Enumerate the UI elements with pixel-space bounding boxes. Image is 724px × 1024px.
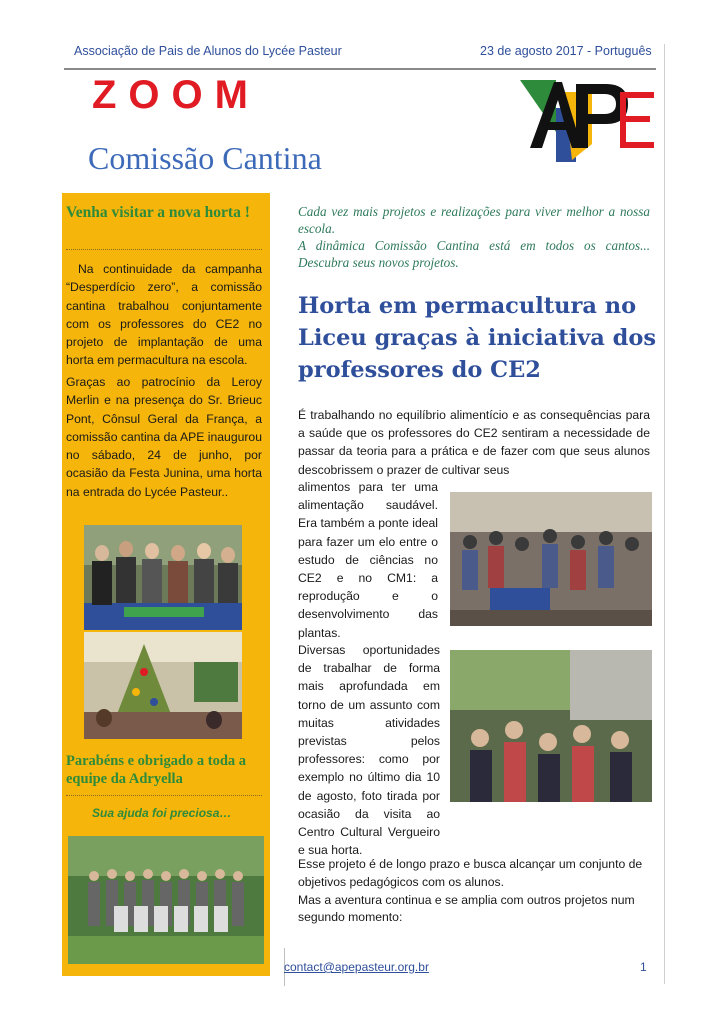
adryella-team-photo <box>68 836 264 964</box>
page-title: Comissão Cantina <box>88 140 322 176</box>
sidebar-paragraph-1: Na continuidade da campanha “Desperdício zero”, a comissão cantina trabalhou conjuntamente com os professores do CE2 no projeto de implantação de uma horta em permacultura na escola. <box>66 262 262 368</box>
ape-logo <box>516 74 658 166</box>
logo-e-bar-bottom <box>620 142 654 148</box>
inauguration-photo <box>84 525 242 630</box>
contact-email-link[interactable]: contact@apepasteur.org.br <box>284 960 429 974</box>
logo-e-bar-top <box>620 92 654 98</box>
article-conclusion <box>298 856 654 927</box>
garden-crowd-photo <box>450 492 652 626</box>
intro-line-2: A dinâmica Comissão Cantina está em todos os cantos... Descubra seus novos projetos. <box>298 238 650 270</box>
page-margin-line <box>664 44 665 984</box>
article-paragraph-2: Diversas oportunidades de trabalhar de forma mais aprofundada em torno de um assunto com muitas atividades previstas pelos professores: como por exemplo no último dia 10 de agosto, foto tirada por ocasião da visita ao Centro Cultural Vergueiro e sua horta. <box>298 643 440 858</box>
sidebar-divider <box>66 249 262 250</box>
festa-junina-photo <box>84 632 242 739</box>
article-paragraph-1: É trabalhando no equilíbrio alimentício e as consequências para a saúde que os professores do CE2 sentiram a necessidade de passar da teoria para a prática e de fazer com que seus alunos descobrissem o prazer de cultivar seus <box>298 408 650 477</box>
article-paragraph-1-cont: alimentos para ter uma alimentação saudável. Era também a ponte ideal para fazer um elo entre o estudo de ciências no CE2 e no CM1: a reprodução e o desenvolvimento das plantas. <box>298 480 438 640</box>
logo-e-bar-mid <box>620 116 650 122</box>
article-headline: Horta em permacultura no Liceu graças à iniciativa dos professores do CE2 <box>298 293 657 383</box>
header-rule <box>64 68 656 70</box>
zoom-title: ZOOM <box>92 73 260 117</box>
association-name: Associação de Pais de Alunos do Lycée Pasteur <box>74 44 342 58</box>
thanks-note: Sua ajuda foi preciosa… <box>92 806 232 820</box>
sidebar-heading: Venha visitar a nova horta ! <box>66 204 250 221</box>
intro-line-1: Cada vez mais projetos e realizações para viver melhor a nossa escola. <box>298 204 650 236</box>
page-number: 1 <box>640 960 647 974</box>
conclusion-line-2: Mas a aventura continua e se amplia com outros projetos num segundo momento: <box>298 892 635 925</box>
conclusion-line-1: Esse projeto é de longo prazo e busca alcançar um conjunto de objetivos pedagógicos com os alunos. <box>298 857 643 889</box>
sidebar-divider-2 <box>66 795 262 796</box>
cultural-center-visit-photo <box>450 650 652 802</box>
sidebar-paragraph-2: Graças ao patrocínio da Leroy Merlin e na presença do Sr. Brieuc Pont, Cônsul Geral da França, a comissão cantina da APE inaugurou no sábado, 24 de junho, por ocasião da Festa Junina, uma horta na entrada do Lycée Pasteur.. <box>66 375 262 499</box>
issue-date: 23 de agosto 2017 - Português <box>480 44 652 58</box>
intro-text <box>298 203 650 271</box>
thanks-heading: Parabéns e obrigado a toda a equipe da Adryella <box>66 753 247 787</box>
